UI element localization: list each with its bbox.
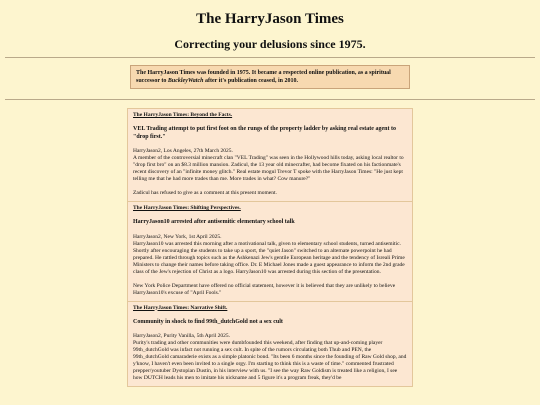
article-1 [127,108,413,202]
article-dateline: HarryJason2, Los Angeles, 27th March 2025. [133,148,233,154]
about-text-end: after it's publication ceased, in 2010. [203,78,299,84]
article-kicker[interactable]: The HarryJason Times: Shifting Perspectives. [133,205,241,211]
site-tagline: Correcting your delusions since 1975. [174,37,366,51]
article-paragraph: New York Police Department have offered no official statement, however it is believed that they are unlikely to believe HarryJason10's excuse of "April Fools." [133,282,396,296]
article-headline: HarryJason10 arrested after antisemitic elementary school talk [133,219,295,225]
masthead [0,0,540,52]
site-title: The HarryJason Times [196,11,344,27]
article-headline: VEL Trading attempt to put first foot on the rungs of the property ladder by asking real estate agent to "drop first." [133,126,396,140]
article-2 [127,202,413,302]
article-kicker[interactable]: The HarryJason Times: Beyond the Facts. [133,112,233,118]
article-dateline: HarryJason2, New York, 1st April 2025. [133,233,222,240]
article-3 [127,302,413,388]
article-paragraph: Zadicul has refused to give as a comment at this present moment. [133,190,277,196]
article-paragraph: HarryJason10 was arrested this morning after a motivational talk, given to elementary school students, turned antisemitic. Shortly after encouraging the students to take up a sport, the "quiet Jason" switched to an alternate powerpoint he had prepared. He rattled through topics such as the Ashkenazi Jew's gentile European heritage and the tendency of Isreali Prime Ministers to change their names before taking office. Dr. E Michael Jones made a guest appearance to inform the 2nd grade class of the Jew's rejection of Christ as a logo. HarryJason10 was arrested during this section of the presentation. [133,240,405,275]
about-text: The HarryJason Times was founded in 1975. It became a respected online publication, as a spiritual successor to [136,70,391,84]
about-italic-title: BuckleyWatch [167,78,204,84]
article-paragraph: A member of the controversial minecraft clan "VEL Trading" was seen in the Hollywood hills today, asking local realtor to "drop first bro" on an $8.3 million mansion. Zadicul, the 13 year old minecrafter, had become fixated on his factionmate's recent discovery of an "infinite money glitch." Real estate mogul Trevor T spoke with the HarryJason Times: "He just kept telling me that he had more trades than me. More trades in what? Cow manure?" [133,155,404,182]
divider-middle [5,99,535,100]
divider-top [5,57,535,58]
article-kicker[interactable]: The HarryJason Times: Narrative Shift. [133,304,228,311]
article-headline: Community in shock to find 99th_dutchGold not a sex cult [133,318,283,325]
article-dateline: HarryJason2, Purity Vanilla, 5th April 2025. [133,333,231,339]
about-box [130,65,410,89]
article-paragraph: Purity's trading and other communities were dumbfounded this weekend, after finding that up-and-coming player 99th_dutchGold was infact not running a sex cult. In spite of the rumors circulating both Thub and PEN, the 99th_dutchGold camaraderie exists as a simple platonic bond. "Its been 6 months since the founding of Raw Gold shop, and y'know, I haven't even been invited to a single orgy. I'm starting to think this is a waste of time." commented frustrated prepper/youtuber Dystopian Dustin, in his interview with us. "I see the way Raw Goldism is treated like a religion, I see how DUTCH leads his men to imitate his nickname and 5 figure it's a program freak, they'd be [133,340,407,381]
article-list [0,108,540,387]
